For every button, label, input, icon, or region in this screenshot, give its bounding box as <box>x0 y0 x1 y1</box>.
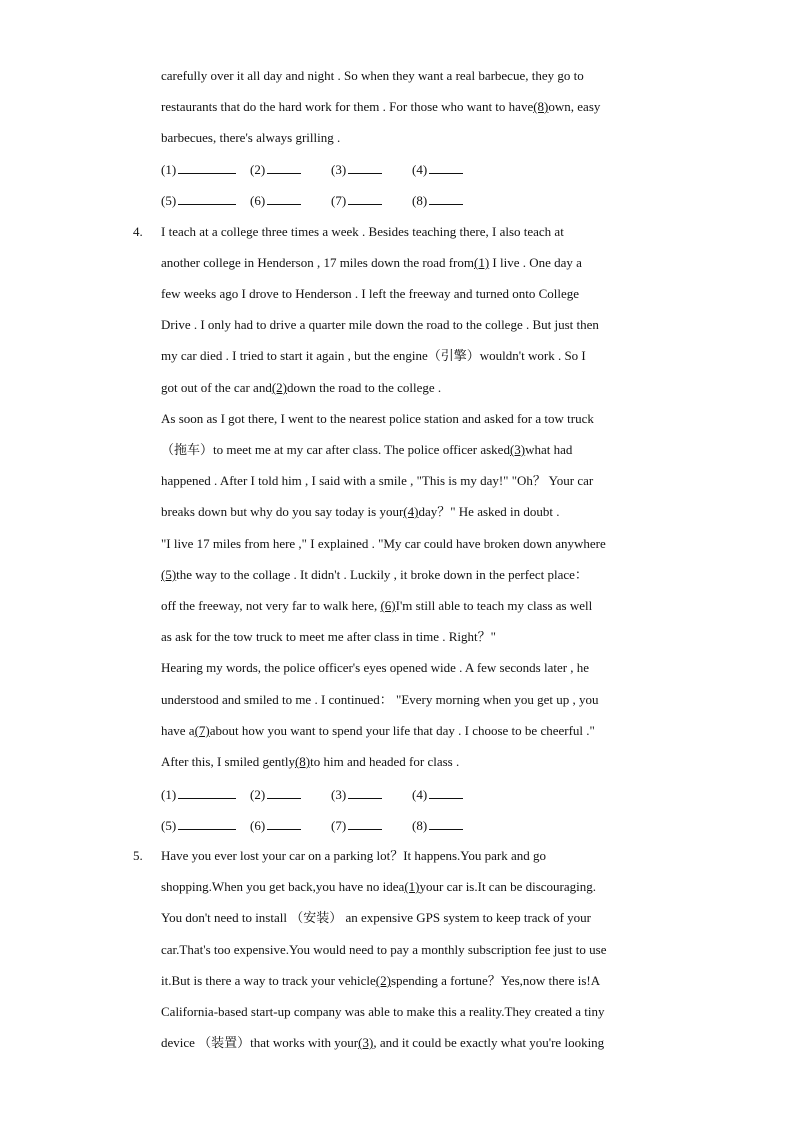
answer-slot[interactable]: (8) <box>412 192 463 209</box>
q3-line-1: carefully over it all day and night . So when they want a real barbecue, they go to <box>161 68 584 83</box>
q5-line-3: You don't need to install （安装） an expensive GPS system to keep track of your <box>161 910 591 925</box>
question-number-4: 4. <box>133 224 143 239</box>
answer-slot[interactable]: (7) <box>331 817 382 834</box>
q3-blank-8[interactable]: (8) <box>533 99 549 114</box>
q5-line-1: Have you ever lost your car on a parking lot？It happens.You park and go <box>161 848 546 863</box>
q4-blank-5[interactable]: (5) <box>161 567 177 582</box>
q4-blank-3[interactable]: (3) <box>509 442 526 457</box>
q4-p4-line-3: have a(7)about how you want to spend your life that day . I choose to be cheerful ." <box>161 723 595 738</box>
answer-slot[interactable]: (2) <box>250 161 301 178</box>
answer-slot[interactable]: (7) <box>331 192 382 209</box>
q4-p1-line-2: another college in Henderson , 17 miles down the road from(1) I live . One day a <box>161 255 582 270</box>
q4-blank-7[interactable]: (7) <box>194 723 210 738</box>
q5-blank-2[interactable]: (2) <box>375 973 391 988</box>
q4-blank-1[interactable]: (1) <box>474 255 490 270</box>
q3-line-2-tail: own, easy <box>548 99 601 114</box>
q3-line-3: barbecues, there's always grilling . <box>161 130 341 145</box>
answer-slot[interactable]: (3) <box>331 161 382 178</box>
q5-blank-1[interactable]: (1) <box>404 879 420 894</box>
question-number-5: 5. <box>133 848 143 863</box>
q4-p2-line-1: As soon as I got there, I went to the nearest police station and asked for a tow truck <box>161 411 594 426</box>
q4-p3-line-4: as ask for the tow truck to meet me after class in time . Right？" <box>161 629 496 644</box>
q4-p1-line-1: I teach at a college three times a week . Besides teaching there, I also teach at <box>161 224 564 239</box>
q5-blank-3[interactable]: (3) <box>358 1035 374 1050</box>
q4-blank-2[interactable]: (2) <box>271 380 287 395</box>
q4-p1-line-3: few weeks ago I drove to Henderson . I left the freeway and turned onto College <box>161 286 580 301</box>
answer-slot[interactable]: (4) <box>412 161 463 178</box>
q5-line-4: car.That's too expensive.You would need to pay a monthly subscription fee just to use <box>161 942 607 957</box>
q4-blank-6[interactable]: (6) <box>380 598 396 613</box>
q4-p1-line-5: my car died . I tried to start it again , but the engine（引擎）wouldn't work . So I <box>161 348 586 363</box>
q4-p4-line-1: Hearing my words, the police officer's eyes opened wide . A few seconds later , he <box>161 660 590 675</box>
q3-line-2-text: restaurants that do the hard work for them . For those who want to have <box>161 99 534 114</box>
q4-answer-row-2 <box>161 817 481 833</box>
q4-p1-line-4: Drive . I only had to drive a quarter mile down the road to the college . But just then <box>161 317 599 332</box>
q5-line-5: it.But is there a way to track your vehicle(2)spending a fortune？Yes,now there is!A <box>161 973 601 988</box>
q4-blank-8[interactable]: (8) <box>294 754 311 769</box>
answer-slot[interactable]: (5) <box>161 817 236 834</box>
answer-slot[interactable]: (1) <box>161 786 236 803</box>
answer-slot[interactable]: (4) <box>412 786 463 803</box>
q4-p3-line-2: (5)the way to the collage . It didn't . Luckily , it broke down in the perfect place： <box>161 567 588 582</box>
q4-answer-row-1 <box>161 786 481 802</box>
q5-line-7: device （装置）that works with your(3), and it could be exactly what you're looking <box>161 1035 605 1050</box>
q4-p1-line-6: got out of the car and(2)down the road to the college . <box>161 380 442 395</box>
answer-slot[interactable]: (3) <box>331 786 382 803</box>
q5-line-2: shopping.When you get back,you have no idea(1)your car is.It can be discouraging. <box>161 879 597 894</box>
q3-answer-row-1 <box>161 161 481 177</box>
q3-answer-row-2 <box>161 192 481 208</box>
q5-line-6: California-based start-up company was able to make this a reality.They created a tiny <box>161 1004 605 1019</box>
q4-p3-line-3: off the freeway, not very far to walk here, (6)I'm still able to teach my class as well <box>161 598 593 613</box>
answer-slot[interactable]: (1) <box>161 161 236 178</box>
answer-slot[interactable]: (5) <box>161 192 236 209</box>
answer-slot[interactable]: (6) <box>250 192 301 209</box>
q4-p3-line-1: "I live 17 miles from here ," I explained . "My car could have broken down anywhere <box>161 536 606 551</box>
q3-line-2 <box>161 99 661 115</box>
q4-p2-line-4: breaks down but why do you say today is your(4)day？" He asked in doubt . <box>161 504 560 519</box>
answer-slot[interactable]: (2) <box>250 786 301 803</box>
q4-blank-4[interactable]: (4) <box>403 504 419 519</box>
q4-p4-line-4: After this, I smiled gently(8)to him and headed for class . <box>161 754 460 769</box>
q4-p4-line-2: understood and smiled to me . I continued： "Every morning when you get up , you <box>161 692 599 707</box>
q4-p2-line-3: happened . After I told him , I said with a smile , "This is my day!" "Oh？ Your car <box>161 473 594 488</box>
answer-slot[interactable]: (8) <box>412 817 463 834</box>
q4-p2-line-2: （拖车）to meet me at my car after class. The police officer asked(3)what had <box>161 442 573 457</box>
answer-slot[interactable]: (6) <box>250 817 301 834</box>
